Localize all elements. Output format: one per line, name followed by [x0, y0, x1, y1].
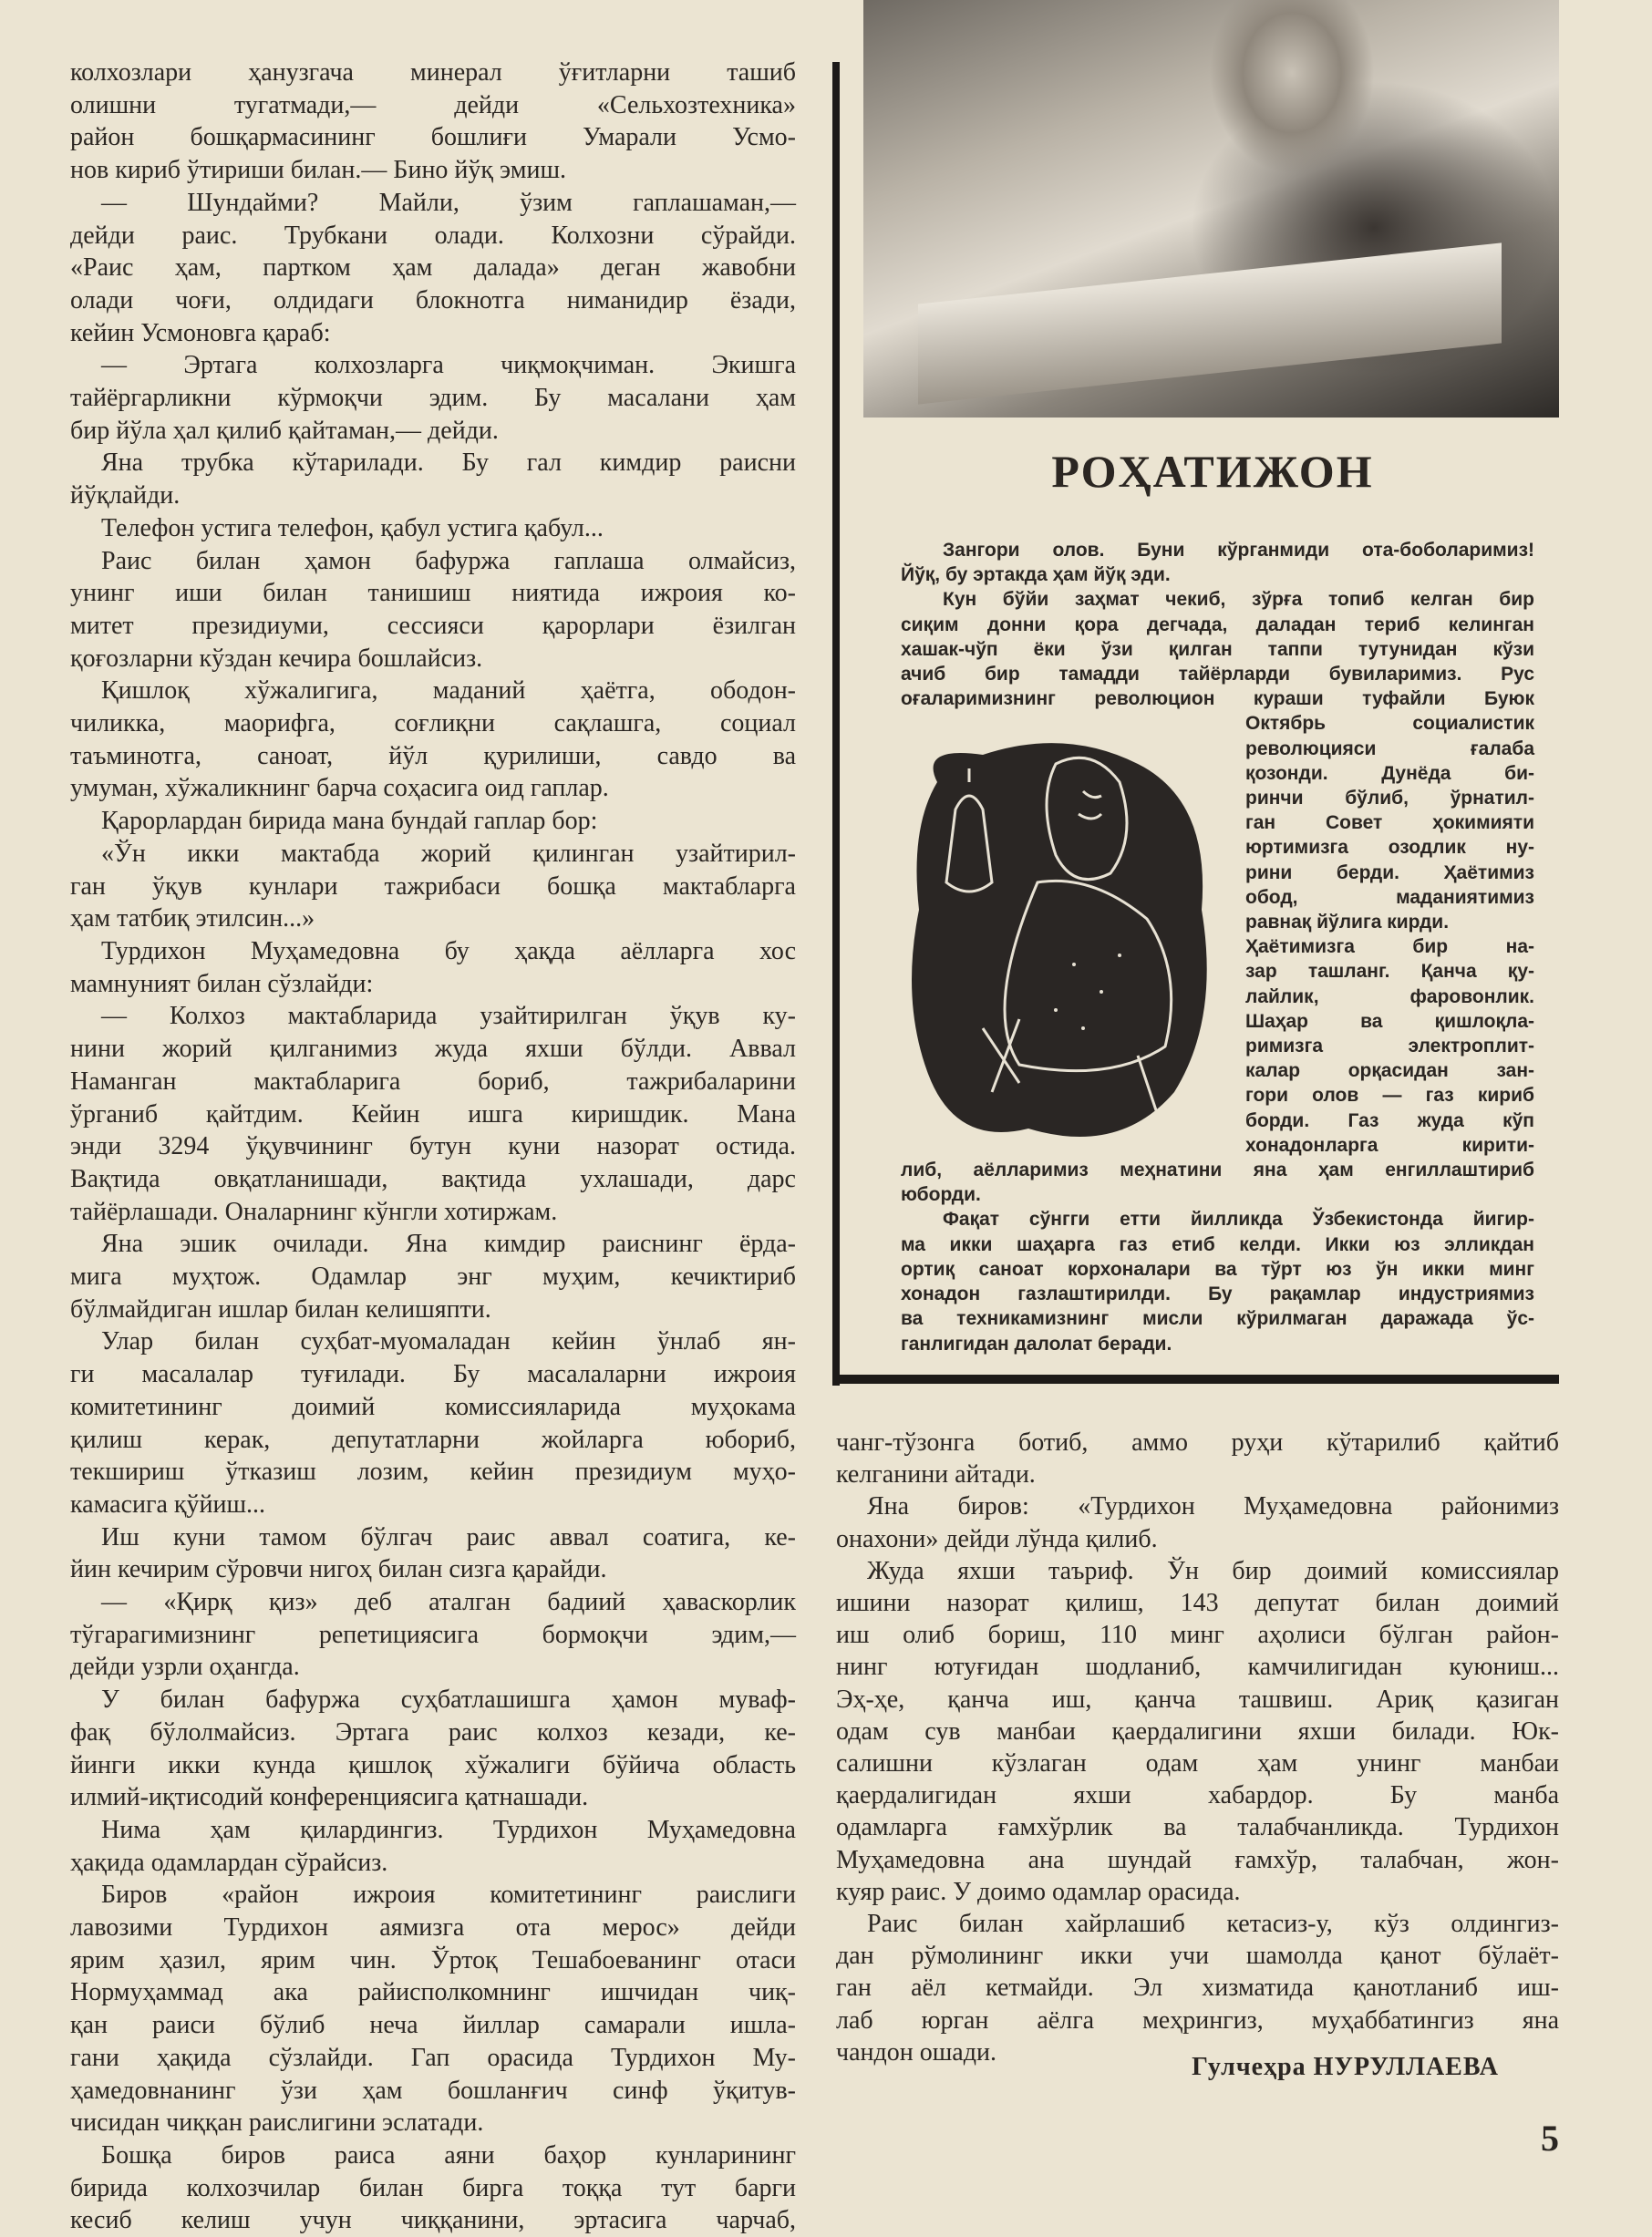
- text-line: митет президиуми, сессияси қарорлари ёзилган: [70, 611, 796, 640]
- paragraph: [70, 57, 796, 187]
- text-line: сиқим донни қора дегчада, даладан териб келинган: [901, 613, 1534, 635]
- text-line: кесиб келиш учун чиққанини, эртасига чарчаб,: [70, 2206, 796, 2235]
- paragraph: [70, 545, 796, 675]
- text-line: Зангори олов. Буни кўрганмиди ота-боболаримиз!: [943, 540, 1534, 561]
- text-line: Октябрь социалистик: [1245, 713, 1534, 735]
- text-line: Биров «район ижроия комитетининг раислиги: [101, 1881, 796, 1910]
- text-line: Йўқ, бу эртакда ҳам йўқ эди.: [901, 564, 1171, 586]
- paragraph: [70, 1000, 796, 1228]
- paragraph: [70, 1814, 796, 1879]
- text-line: чиликка, маорифга, соғлиқни сақлашга, социал: [70, 709, 796, 738]
- text-line: хонадон газлаштирилди. Бу рақамлар индустриямиз: [901, 1283, 1534, 1305]
- text-line: текшириш ўтказиш лозим, кейин президиум муҳо-: [70, 1458, 796, 1487]
- text-line: ган ўқув кунлари тажрибаси бошқа мактабларга: [70, 871, 796, 901]
- text-line: Улар билан суҳбат-муомаладан кейин ўнлаб ян-: [101, 1327, 796, 1356]
- text-line: Қарорлардан бирида мана бундай гаплар бор:: [101, 807, 598, 836]
- text-line: ўрганиб қайтдим. Кейин ишга киришдик. Мана: [70, 1099, 796, 1129]
- text-line: римизга электроплит-: [1245, 1036, 1534, 1057]
- text-line: Яна трубка кўтарилади. Бу гал кимдир раисни: [101, 448, 796, 478]
- text-line: тайёргарликни кўрмоқчи эдим. Бу масалани ҳам: [70, 384, 796, 413]
- paragraph: [70, 447, 796, 511]
- paragraph: [836, 1555, 1559, 1908]
- text-line: оғаларимизнинг революцион кураши туфайли Буюк: [901, 688, 1534, 710]
- text-line: олади чоғи, олдидаги блокнотга ниманидир ёзади,: [70, 285, 796, 314]
- text-line: камасига қўйиш...: [70, 1490, 266, 1519]
- text-line: дейди узрли оҳангда.: [70, 1653, 300, 1682]
- text-line: йин кечирим сўровчи нигоҳ билан сизга қарайди.: [70, 1555, 607, 1584]
- text-line: нинг ютуғидан шодланиб, камчилигидан куюниш...: [836, 1653, 1559, 1682]
- text-line: илмий-иқтисодий конференциясига қатнашади.: [70, 1783, 589, 1812]
- article-right-column: [836, 1427, 1559, 2068]
- text-line: юртимизга озодлик ну-: [1245, 837, 1534, 859]
- photo-machine-detail: [918, 242, 1502, 404]
- text-line: Раис билан хайрлашиб кетасиз-у, кўз олдингиз-: [867, 1910, 1559, 1939]
- text-line: — Шундайми? Майли, ўзим гаплашаман,—: [101, 188, 796, 217]
- text-line: ярим ҳазил, ярим чин. Ўртоқ Тешабоеванинг отаси: [70, 1945, 796, 1974]
- text-line: ва техникамизнинг мисли кўрилмаган даражада ўс-: [901, 1308, 1534, 1330]
- text-line: қилиш керак, депутатларни жойларга юбориб,: [70, 1425, 796, 1454]
- text-line: куяр раис. У доимо одамлар орасида.: [836, 1877, 1241, 1906]
- text-line: равнақ йўлига кирди.: [1245, 912, 1450, 933]
- paragraph: [70, 1879, 796, 2139]
- text-line: Фақат сўнгги етти йилликда Ўзбекистонда йигир-: [943, 1209, 1534, 1231]
- text-line: ҳамедовнанинг ўзи ҳам бошланғич синф ўқитув-: [70, 2076, 796, 2105]
- text-line: либ, аёлларимиз меҳнатини яна ҳам енгиллаштириб: [901, 1160, 1534, 1181]
- text-line: — Эртага колхозларга чиқмоқчиман. Экишга: [101, 351, 796, 380]
- text-line: таъминотга, саноат, йўл қурилиши, савдо ва: [70, 741, 796, 770]
- text-line: гани ҳақида сўзлайди. Гап орасида Турдихон Му-: [70, 2043, 796, 2072]
- text-line: тайёрлашади. Оналарнинг кўнгли хотиржам.: [70, 1197, 558, 1226]
- paragraph: [836, 1427, 1559, 1490]
- text-line: нини жорий қилганимиз жуда яхши бўлди. Аввал: [70, 1035, 796, 1064]
- paragraph: [836, 1490, 1559, 1554]
- text-line: қаердалигидан яхши хабардор. Бу манба: [836, 1781, 1559, 1810]
- text-line: Бошқа биров раиса аяни баҳор кунларининг: [101, 2141, 796, 2170]
- text-line: «Раис ҳам, партком ҳам далада» деган жавобни: [70, 253, 796, 283]
- paragraph: [70, 512, 796, 545]
- text-line: одамларга ғамхўрлик ва талабчанликда. Турдихон: [836, 1813, 1559, 1842]
- text-line: умуман, хўжаликнинг барча соҳасига оид гаплар.: [70, 774, 609, 803]
- text-line: юборди.: [901, 1184, 981, 1206]
- text-line: ган аёл кетмайди. Эл хизматида қанотланиб иш-: [836, 1974, 1559, 2003]
- text-line: Нима ҳам қилардингиз. Турдихон Муҳамедовна: [101, 1815, 796, 1844]
- text-line: хашак-чўп ёки ўзи қилган таппи тутунидан кўзи: [901, 638, 1534, 660]
- text-line: комитетининг доимий комиссияларида муҳокама: [70, 1392, 796, 1421]
- text-line: район бошқармасининг бошлиғи Умарали Усмо-: [70, 123, 796, 152]
- text-line: бирида колхозчилар билан бирга тоққа тут барги: [70, 2173, 796, 2202]
- text-line: «Ўн икки мактабда жорий қилинган узайтирил-: [101, 839, 796, 868]
- text-line: мига муҳтож. Одамлар энг муҳим, кечиктириб: [70, 1263, 796, 1292]
- paragraph: [70, 187, 796, 350]
- text-line: ҳам татбиқ этилсин...»: [70, 904, 315, 933]
- paragraph: [70, 838, 796, 935]
- photo-woman-at-machine: [863, 0, 1559, 418]
- text-line: чисидан чиққан раислигини эслатади.: [70, 2108, 484, 2138]
- text-line: зар ташланг. Қанча қу-: [1245, 961, 1534, 983]
- paragraph: [70, 1586, 796, 1684]
- woodcut-illustration-woman-with-teapot: [901, 727, 1229, 1147]
- author-signature: Гулчеҳра НУРУЛЛАЕВА: [1192, 2053, 1499, 2081]
- text-line: Қишлоқ хўжалигига, маданий ҳаётга, ободон-: [101, 676, 796, 706]
- paragraph: [70, 349, 796, 447]
- text-line: лавозими Турдихон аямизга ота мерос» дейди: [70, 1913, 796, 1943]
- text-line: хонадонларга кирити-: [1245, 1134, 1534, 1156]
- article-left-column: [70, 57, 796, 2237]
- text-line: салишни кўзлаган одам ҳам унинг манбаи: [836, 1749, 1559, 1778]
- text-line: Яна биров: «Турдихон Муҳамедовна районимиз: [867, 1492, 1559, 1521]
- paragraph: [70, 675, 796, 805]
- page-number: 5: [1541, 2118, 1559, 2159]
- text-line: рини берди. Ҳаётимиз: [1245, 861, 1534, 883]
- paragraph: [70, 1684, 796, 1814]
- text-line: революцияси ғалаба: [1245, 737, 1534, 759]
- text-line: Муҳамедовна ана шундай ғамхўр, талабчан, жон-: [836, 1845, 1559, 1874]
- text-line: йўқлайди.: [70, 481, 181, 510]
- sidebar-article-text: [901, 538, 1534, 1356]
- text-line: колхозлари ҳанузгача минерал ўғитларни ташиб: [70, 58, 796, 87]
- paragraph: [901, 1207, 1534, 1356]
- text-line: дейди раис. Трубкани олади. Колхозни сўрайди.: [70, 221, 796, 250]
- paragraph: [70, 805, 796, 838]
- text-line: ганлигидан далолат беради.: [901, 1333, 1172, 1355]
- text-line: йинги икки кунда қишлоқ хўжалиги бўйича область: [70, 1750, 796, 1779]
- text-line: Турдихон Муҳамедовна бу ҳақда аёлларга хос: [101, 936, 796, 965]
- sidebar-border-left: [832, 62, 840, 1386]
- text-line: унинг иши билан танишиш ниятида ижроия ко-: [70, 579, 796, 608]
- text-line: ринчи бўлиб, ўрнатил-: [1245, 788, 1534, 809]
- text-line: ачиб бир тамадди тайёрларди бувиларимиз. Рус: [901, 664, 1534, 686]
- text-line: Жуда яхши таъриф. Ўн бир доимий комиссиялар: [867, 1556, 1559, 1585]
- text-line: калар орқасидан зан-: [1245, 1060, 1534, 1082]
- text-line: ги масалалар туғилади. Бу масалаларни ижроия: [70, 1360, 796, 1389]
- text-line: энди 3294 ўқувчининг бутун куни назорат остида.: [70, 1132, 796, 1161]
- text-line: мамнуният билан сўзлайди:: [70, 969, 374, 998]
- text-line: Яна эшик очилади. Яна кимдир раиснинг ёрда-: [101, 1230, 796, 1259]
- sidebar-border-bottom: [832, 1375, 1559, 1384]
- text-line: гори олов — газ кириб: [1245, 1085, 1534, 1107]
- text-line: қан раиси бўлиб неча йиллар самарали ишла-: [70, 2011, 796, 2040]
- text-line: чанг-тўзонга ботиб, аммо руҳи кўтарилиб қайтиб: [836, 1428, 1559, 1457]
- text-line: Эҳ-ҳе, қанча иш, қанча ташвиш. Ариқ қазиган: [836, 1685, 1559, 1714]
- text-line: — «Қирқ қиз» деб аталган бадиий ҳаваскорлик: [101, 1588, 796, 1617]
- text-line: У билан бафуржа суҳбатлашишга ҳамон муваф-: [101, 1685, 796, 1715]
- text-line: онахони» дейди лўнда қилиб.: [836, 1524, 1158, 1553]
- text-line: Кун бўйи заҳмат чекиб, зўрға топиб келган бир: [943, 589, 1534, 611]
- text-line: келганини айтади.: [836, 1460, 1036, 1490]
- text-line: Ҳаётимизга бир на-: [1245, 936, 1534, 958]
- text-line: Нормуҳаммад ака райисполкомнинг ишчидан чиқ-: [70, 1978, 796, 2007]
- text-line: Наманган мактабларига бориб, тажрибаларини: [70, 1067, 796, 1096]
- text-line: Шаҳар ва қишлоқла-: [1245, 1010, 1534, 1032]
- text-line: олишни тугатмади,— дейди «Сельхозтехника»: [70, 90, 796, 119]
- text-line: Иш куни тамом бўлгач раис аввал соатига, ке-: [101, 1522, 796, 1551]
- text-line: одам сув манбаи қаердалигини яхши билади. Юк-: [836, 1716, 1559, 1746]
- text-line: борди. Газ жуда кўп: [1245, 1109, 1534, 1131]
- text-line: кейин Усмоновга қараб:: [70, 318, 331, 347]
- text-line: иш олиб бориш, 110 минг аҳолиси бўлган район-: [836, 1621, 1559, 1650]
- text-line: ҳақида одамлардан сўрайсиз.: [70, 1848, 388, 1877]
- text-line: ортиқ саноат корхоналари ва тўрт юз ўн икки минг: [901, 1258, 1534, 1280]
- text-line: нов кириб ўтириши билан.— Бино йўқ эмиш.: [70, 156, 567, 185]
- paragraph: [70, 935, 796, 1000]
- text-line: қозонди. Дунёда би-: [1245, 762, 1534, 784]
- paragraph: [70, 1228, 796, 1325]
- text-line: қоғозларни кўздан кечира бошлайсиз.: [70, 644, 483, 673]
- text-line: фақ бўлолмайсиз. Эртага раис колхоз кезади, ке-: [70, 1717, 796, 1747]
- text-line: — Колхоз мактабларида узайтирилган ўқув ку-: [101, 1002, 796, 1031]
- text-line: чандон ошади.: [836, 2037, 996, 2067]
- text-line: лайлик, фаровонлик.: [1245, 985, 1534, 1007]
- text-line: лаб юрган аёлга меҳрингиз, муҳаббатингиз яна: [836, 2005, 1559, 2035]
- text-line: ишини назорат қилиш, 143 депутат билан доимий: [836, 1589, 1559, 1618]
- text-line: обод, маданиятимиз: [1245, 886, 1534, 908]
- text-line: ган Совет ҳокимияти: [1245, 812, 1534, 834]
- text-line: дан рўмолининг икки учи шамолда қанот бўлаёт-: [836, 1942, 1559, 1971]
- text-line: Вақтида овқатланишади, вақтида ухлашади, дарс: [70, 1164, 796, 1193]
- text-line: бўлмайдиган ишлар билан келишяпти.: [70, 1294, 491, 1324]
- text-line: ма икки шаҳарга газ етиб келди. Икки юз элликдан: [901, 1233, 1534, 1255]
- paragraph: [836, 1908, 1559, 2068]
- paragraph: [70, 1325, 796, 1521]
- text-line: Телефон устига телефон, қабул устига қабул...: [101, 513, 604, 542]
- sidebar-title: РОҲАТИЖОН: [1051, 446, 1374, 497]
- text-line: бир йўла ҳал қилиб қайтаман,— дейди.: [70, 416, 499, 445]
- paragraph: [901, 538, 1534, 587]
- text-line: Раис билан ҳамон бафуржа гаплаша олмайсиз,: [101, 546, 796, 575]
- paragraph: [70, 1521, 796, 1586]
- text-line: тўгарагимизнинг репетициясига бормоқчи эдим,—: [70, 1620, 796, 1649]
- paragraph: [70, 2139, 796, 2237]
